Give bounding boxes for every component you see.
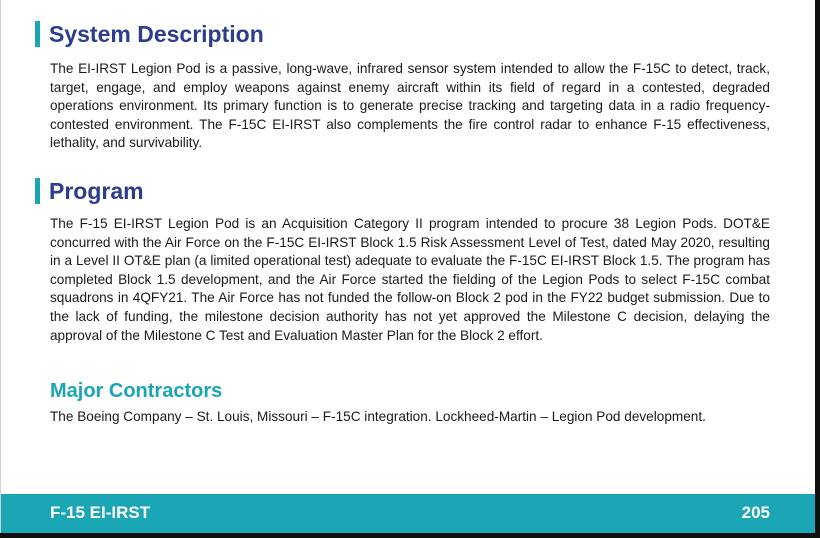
major-contractors-body: The Boeing Company – St. Louis, Missouri – F-15C integration. Lockheed-Martin – Legion Pod development.	[50, 409, 706, 424]
page-number: 205	[741, 503, 770, 522]
program-body: The F-15 EI-IRST Legion Pod is an Acquisition Category II program intended to procure 38 Legion Pods. DOT&E concurred with the Air Force on the F-15C EI-IRST Block 1.5 Risk Assessment Level of Test, dated May 2020, resulting in a Level II OT&E plan (a limited operational test) adequate to evaluate the F-15C EI-IRST Block 1.5. The program has completed Block 1.5 development, and the Air Force started the fielding of the Legion Pods to select F-15C combat squadrons in 4QFY21. The Air Force has not funded the follow-on Block 2 pod in the FY22 budget submission. Due to the lack of funding, the milestone decision authority has not yet approved the Milestone C decision, delaying the approval of the Milestone C Test and Evaluation Master Plan for the Block 2 effort.	[50, 216, 770, 343]
page-shadow-right	[815, 0, 820, 538]
footer-title: F-15 EI-IRST	[50, 503, 151, 522]
program-title: Program	[49, 177, 144, 204]
system-description-body: The EI-IRST Legion Pod is a passive, long-wave, infrared sensor system intended to allow the F-15C to detect, track, target, engage, and employ weapons against enemy aircraft within its field of regard in a contested, degraded operations environment. Its primary function is to generate precise tracking and targeting data in a radio frequency-contested environment. The F-15C EI-IRST also complements the fire control radar to enhance F-15 effectiveness, lethality, and survivability.	[50, 61, 770, 151]
heading-accent-bar	[35, 21, 40, 47]
system-description-title: System Description	[49, 20, 264, 47]
heading-accent-bar	[35, 178, 40, 204]
program-heading	[35, 178, 144, 204]
page-footer	[1, 494, 816, 533]
system-description-heading	[35, 21, 264, 47]
page-shadow-bottom	[0, 533, 820, 538]
major-contractors-title: Major Contractors	[50, 380, 223, 402]
